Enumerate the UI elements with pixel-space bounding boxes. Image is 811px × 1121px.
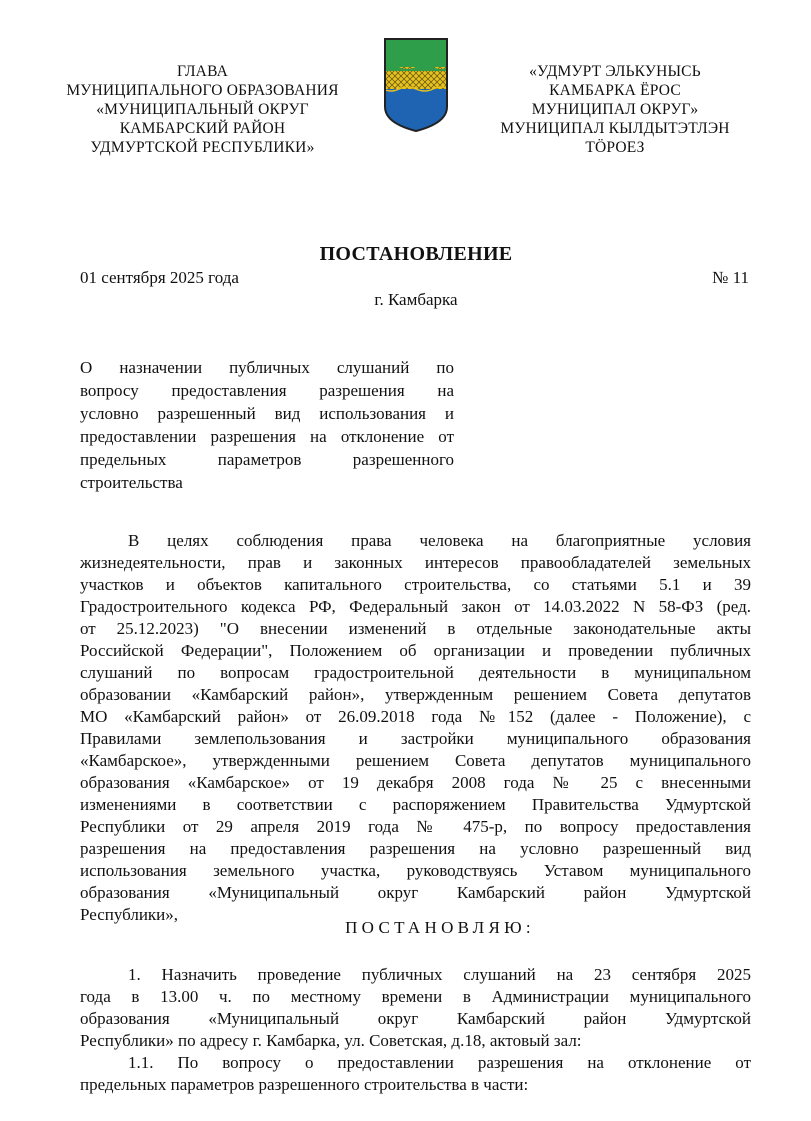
preamble-line: Республики от 29 апреля 2019 года № 475-р, по вопросу предоставления bbox=[80, 817, 751, 836]
preamble-line: Российской Федерации", Положением об организации и проведении публичных bbox=[80, 641, 751, 660]
coat-of-arms-icon bbox=[383, 37, 449, 133]
preamble-line: изменениями в соответствии с распоряжением Правительства Удмуртской bbox=[80, 795, 751, 814]
header-right-authority bbox=[465, 62, 765, 157]
preamble-line: Правилами землепользования и застройки муниципального образования bbox=[80, 729, 751, 748]
item-line: 1.1. По вопросу о предоставлении разрешения на отклонение от bbox=[128, 1053, 751, 1072]
header-right-line: КАМБАРКА ЁРОС bbox=[549, 82, 681, 99]
decree-word: ПОСТАНОВЛЯЮ: bbox=[345, 918, 535, 937]
preamble-line: МО «Камбарский район» от 26.09.2018 года №152 (далее - Положение), с bbox=[80, 707, 751, 726]
preamble-line: образовании «Камбарский район», утвержденным решением Совета депутатов bbox=[80, 685, 751, 704]
item-line: 1. Назначить проведение публичных слушаний на 23 сентября 2025 bbox=[128, 965, 751, 984]
decree-items bbox=[80, 964, 751, 1096]
preamble-line: «Камбарское», утвержденными решением Совета депутатов муниципального bbox=[80, 751, 751, 770]
preamble-line: использования земельного участка, руководствуясь Уставом муниципального bbox=[80, 861, 751, 880]
header-left-line: МУНИЦИПАЛЬНОГО ОБРАЗОВАНИЯ bbox=[66, 82, 339, 99]
subject-line: предоставлении разрешения на отклонение от bbox=[80, 427, 454, 446]
header-left-line: КАМБАРСКИЙ РАЙОН bbox=[119, 120, 286, 137]
preamble-line: Республики», bbox=[80, 905, 179, 924]
subject-line: строительства bbox=[80, 473, 183, 492]
preamble-line: Градостроительного кодекса РФ, Федеральный закон от 14.03.2022 N 58-ФЗ (ред. bbox=[80, 597, 751, 616]
subject-line: О назначении публичных слушаний по bbox=[80, 358, 454, 377]
preamble-line: образования «Камбарское» от 19 декабря 2008 года № 25 с внесенными bbox=[80, 773, 751, 792]
subject-line: условно разрешенный вид использования и bbox=[80, 404, 454, 423]
item-line: предельных параметров разрешенного строительства в части: bbox=[80, 1075, 529, 1094]
preamble-line: В целях соблюдения права человека на благоприятные условия bbox=[128, 531, 751, 550]
subject-line: вопросу предоставления разрешения на bbox=[80, 381, 454, 400]
document-date: 01 сентября 2025 года bbox=[80, 268, 239, 287]
item-line: образования «Муниципальный округ Камбарский район Удмуртской bbox=[80, 1009, 751, 1028]
preamble-line: разрешения на предоставления разрешения на условно разрешенный вид bbox=[80, 839, 751, 858]
preamble-line: от 25.12.2023) "О внесении изменений в отдельные законодательные акты bbox=[80, 619, 751, 638]
preamble-line: образования «Муниципальный округ Камбарский район Удмуртской bbox=[80, 883, 751, 902]
document-title: ПОСТАНОВЛЕНИЕ bbox=[319, 243, 513, 265]
document-subject bbox=[80, 356, 454, 494]
preamble-paragraph bbox=[80, 530, 751, 926]
header-left-authority bbox=[50, 62, 355, 157]
document-number: № 11 bbox=[712, 268, 749, 287]
header-left-line: «МУНИЦИПАЛЬНЫЙ ОКРУГ bbox=[96, 101, 309, 118]
item-line: года в 13.00 ч. по местному времени в Администрации муниципального bbox=[80, 987, 751, 1006]
header-left-line: УДМУРТСКОЙ РЕСПУБЛИКИ» bbox=[90, 139, 315, 156]
emblem-blue-field bbox=[383, 89, 449, 133]
preamble-line: жизнедеятельности, прав и законных интересов правообладателей земельных bbox=[80, 553, 751, 572]
preamble-line: слушаний по вопросам градостроительной деятельности в муниципальном bbox=[80, 663, 751, 682]
header-right-line: МУНИЦИПАЛ ОКРУГ» bbox=[531, 101, 699, 118]
header-right-line: «УДМУРТ ЭЛЬКУНЫСЬ bbox=[529, 63, 701, 80]
header-right-line: МУНИЦИПАЛ КЫЛДЫТЭТЛЭН bbox=[500, 120, 730, 137]
subject-line: предельных параметров разрешенного bbox=[80, 450, 454, 469]
header-left-line: ГЛАВА bbox=[176, 63, 229, 80]
header-right-line: ТÖРОЕЗ bbox=[585, 139, 645, 156]
document-city: г. Камбарка bbox=[374, 290, 458, 309]
item-line: Республики» по адресу г. Камбарка, ул. Советская, д.18, актовый зал: bbox=[80, 1031, 582, 1050]
preamble-line: участков и объектов капитального строительства, со статьями 5.1 и 39 bbox=[80, 575, 751, 594]
